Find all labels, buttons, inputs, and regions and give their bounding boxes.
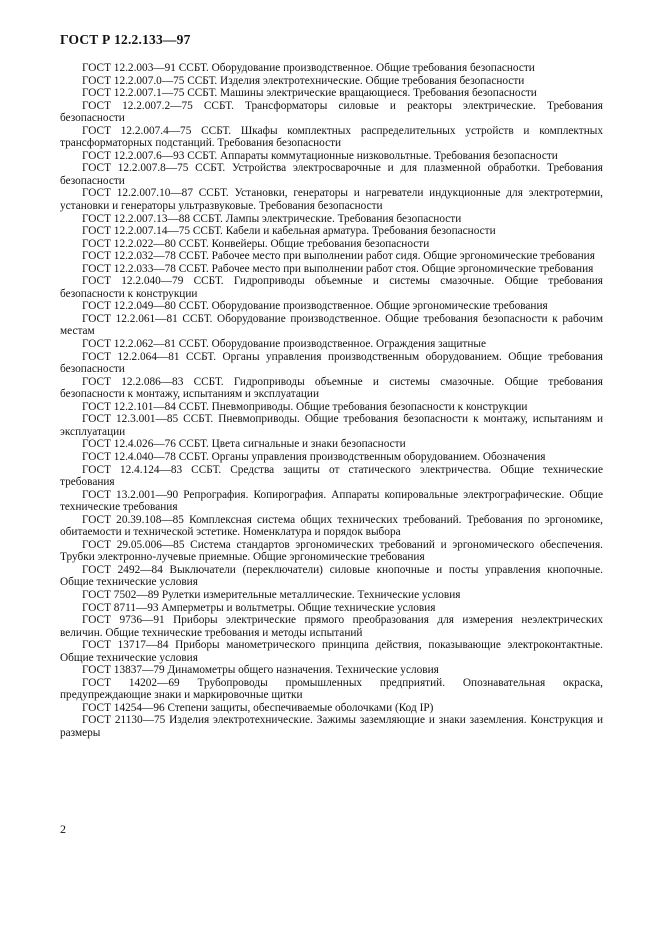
reference-entry: ГОСТ 12.4.124—83 ССБТ. Средства защиты от статического электричества. Общие технические требования bbox=[60, 463, 603, 489]
reference-entry: ГОСТ 12.2.007.13—88 ССБТ. Лампы электрические. Требования безопасности bbox=[82, 212, 462, 225]
reference-entry: ГОСТ 7502—89 Рулетки измерительные металлические. Технические условия bbox=[82, 588, 461, 601]
page-number: 2 bbox=[60, 822, 66, 836]
reference-entry: ГОСТ 12.2.022—80 ССБТ. Конвейеры. Общие требования безопасности bbox=[82, 237, 430, 250]
reference-entry: ГОСТ 12.4.040—78 ССБТ. Органы управления производственным оборудованием. Обозначения bbox=[82, 450, 546, 463]
reference-entry: ГОСТ 12.2.007.10—87 ССБТ. Установки, генераторы и нагреватели индукционные для электротермии, установки и генераторы ультразвуковые. Требования безопасности bbox=[60, 187, 603, 213]
reference-entry: ГОСТ 12.2.007.4—75 ССБТ. Шкафы комплектных распределительных устройств и комплектных трансформаторных подстанций. Требования безопасности bbox=[60, 124, 603, 150]
reference-entry: ГОСТ 12.2.062—81 ССБТ. Оборудование производственное. Ограждения защитные bbox=[82, 338, 486, 351]
reference-entry: ГОСТ 21130—75 Изделия электротехнические. Зажимы заземляющие и знаки заземления. Конструкция и размеры bbox=[60, 714, 603, 739]
reference-entry: ГОСТ 12.2.007.14—75 ССБТ. Кабели и кабельная арматура. Требования безопасности bbox=[82, 225, 496, 238]
reference-entry: ГОСТ 12.2.061—81 ССБТ. Оборудование производственное. Общие требования безопасности к рабочим местам bbox=[60, 312, 603, 338]
reference-entry: ГОСТ 12.2.064—81 ССБТ. Органы управления производственным оборудованием. Общие требования безопасности bbox=[60, 350, 603, 376]
reference-entry: ГОСТ 12.3.001—85 ССБТ. Пневмоприводы. Общие требования безопасности к монтажу, испытаниям и эксплуатации bbox=[60, 413, 603, 438]
reference-entry: ГОСТ 20.39.108—85 Комплексная система общих технических требований. Требования по эргономике, обитаемости и технической эстетике. Номенклатура и порядок выбора bbox=[60, 513, 603, 539]
reference-entry: ГОСТ 9736—91 Приборы электрические прямого преобразования для измерения неэлектрических величин. Общие технические требования и методы испытаний bbox=[60, 614, 603, 639]
reference-entry: ГОСТ 12.2.007.0—75 ССБТ. Изделия электротехнические. Общие требования безопасности bbox=[82, 74, 525, 87]
reference-entry: ГОСТ 12.2.049—80 ССБТ. Оборудование производственное. Общие эргономические требования bbox=[82, 300, 548, 313]
reference-entry: ГОСТ 12.2.007.6—93 ССБТ. Аппараты коммутационные низковольтные. Требования безопасности bbox=[82, 149, 558, 162]
reference-entry: ГОСТ 12.4.026—76 ССБТ. Цвета сигнальные и знаки безопасности bbox=[82, 438, 406, 451]
document-header: ГОСТ Р 12.2.133—97 bbox=[60, 32, 191, 47]
reference-entry: ГОСТ 14254—96 Степени защиты, обеспечиваемые оболочками (Код IP) bbox=[82, 701, 434, 714]
reference-entry: ГОСТ 13.2.001—90 Репрография. Копирография. Аппараты копировальные электрографические. Общие технические требования bbox=[60, 488, 603, 514]
reference-entry: ГОСТ 2492—84 Выключатели (переключатели) силовые кнопочные и посты управления кнопочные. Общие технические условия bbox=[60, 563, 603, 589]
reference-entry: ГОСТ 14202—69 Трубопроводы промышленных предприятий. Опознавательная окраска, предупреждающие знаки и маркировочные щитки bbox=[60, 676, 603, 702]
reference-entry: ГОСТ 12.2.033—78 ССБТ. Рабочее место при выполнении работ стоя. Общие эргономические требования bbox=[82, 262, 594, 275]
reference-entry: ГОСТ 12.2.003—91 ССБТ. Оборудование производственное. Общие требования безопасности bbox=[82, 62, 535, 74]
reference-entry: ГОСТ 12.2.086—83 ССБТ. Гидроприводы объемные и системы смазочные. Общие требования безопасности к монтажу, испытаниям и эксплуатации bbox=[60, 375, 603, 401]
reference-entry: ГОСТ 29.05.006—85 Система стандартов эргономических требований и эргономического обеспечения. Трубки электронно-лучевые приемные. Общие эргономические требования bbox=[60, 538, 603, 564]
reference-entry: ГОСТ 12.2.007.2—75 ССБТ. Трансформаторы силовые и реакторы электрические. Требования безопасности bbox=[60, 99, 603, 125]
reference-entry: ГОСТ 13717—84 Приборы манометрического принципа действия, показывающие электроконтактные. Общие технические условия bbox=[60, 639, 603, 664]
reference-entry: ГОСТ 12.2.007.1—75 ССБТ. Машины электрические вращающиеся. Требования безопасности bbox=[82, 87, 537, 100]
reference-entry: ГОСТ 12.2.032—78 ССБТ. Рабочее место при выполнении работ сидя. Общие эргономические требования bbox=[82, 250, 595, 263]
reference-entry: ГОСТ 12.2.101—84 ССБТ. Пневмоприводы. Общие требования безопасности к конструкции bbox=[82, 400, 528, 413]
reference-list bbox=[60, 62, 603, 740]
reference-entry: ГОСТ 8711—93 Амперметры и вольтметры. Общие технические условия bbox=[82, 601, 436, 614]
reference-entry: ГОСТ 12.2.007.8—75 ССБТ. Устройства электросварочные и для плазменной обработки. Требования безопасности bbox=[60, 162, 603, 187]
reference-entry: ГОСТ 13837—79 Динамометры общего назначения. Технические условия bbox=[82, 664, 439, 677]
reference-entry: ГОСТ 12.2.040—79 ССБТ. Гидроприводы объемные и системы смазочные. Общие требования безопасности к конструкции bbox=[60, 275, 603, 300]
